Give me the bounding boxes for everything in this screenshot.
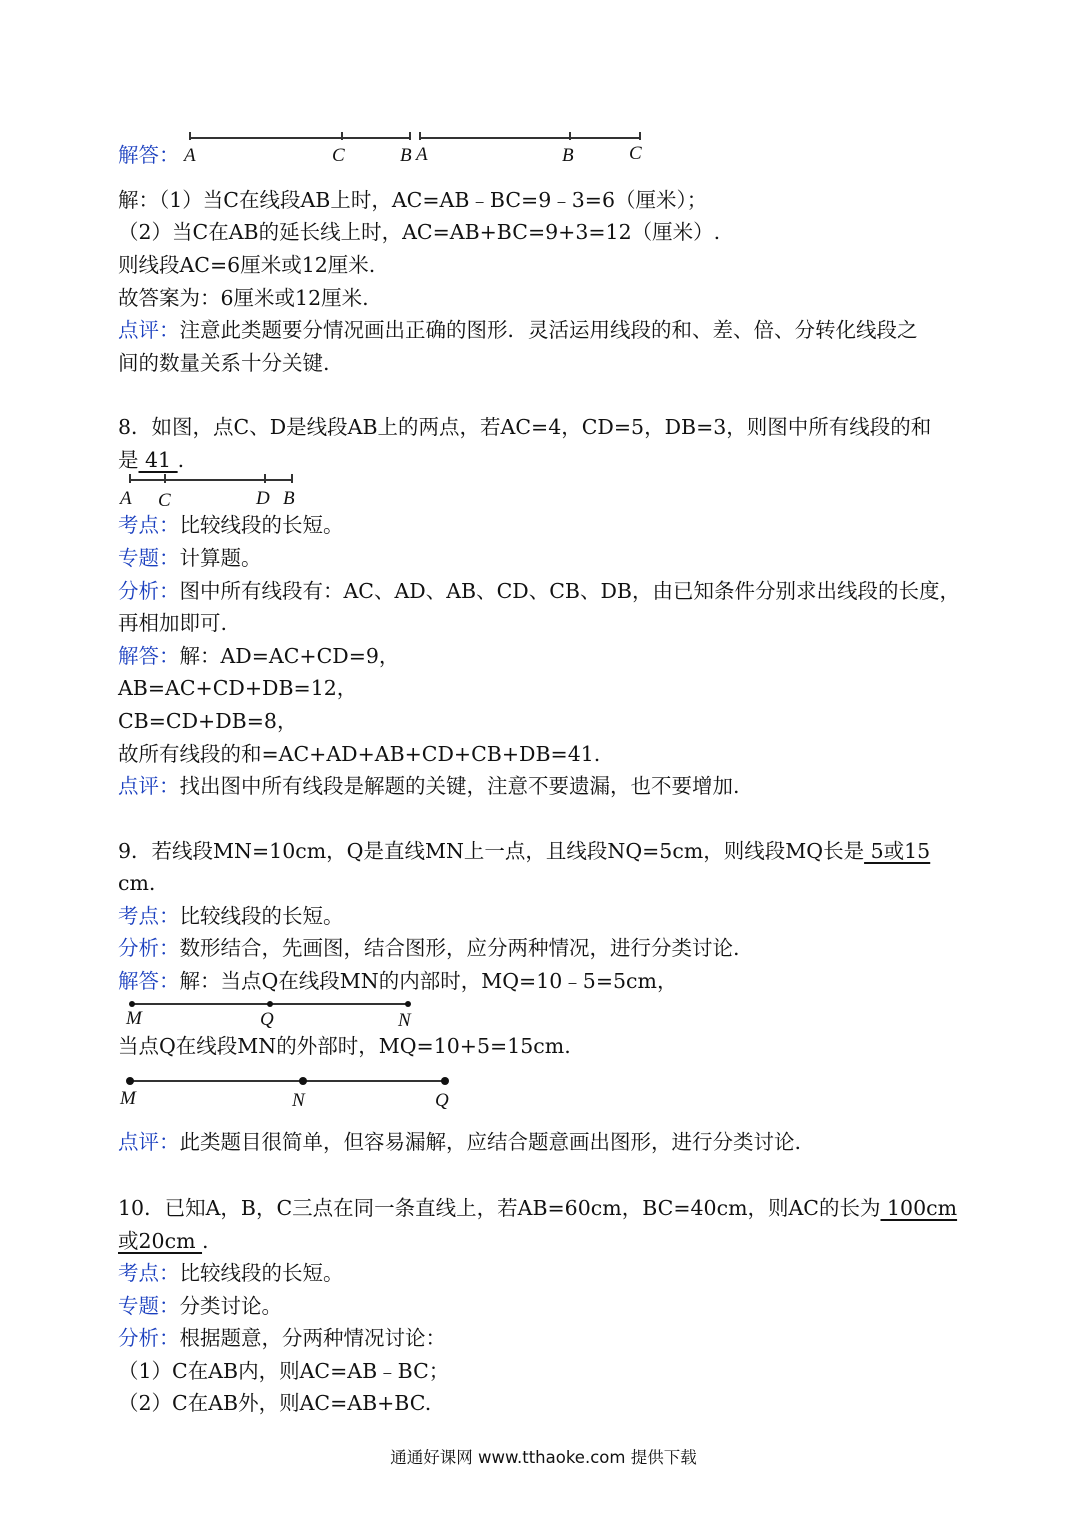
point-label: M xyxy=(126,1008,142,1029)
p10-fenxi xyxy=(118,1323,446,1353)
p8-fenxi-2: 再相加即可. xyxy=(118,611,228,635)
p10-question-line-2 xyxy=(118,1226,209,1256)
point-label: Q xyxy=(435,1090,449,1111)
p7-review-line-2: 间的数量关系十分关键. xyxy=(118,351,330,375)
point-label: C xyxy=(332,145,345,166)
review-text: 注意此类题要分情况画出正确的图形．灵活运用线段的和、差、倍、分转化线段之 xyxy=(179,318,918,342)
zhuanti-text: 计算题。 xyxy=(179,546,262,570)
p8-jieda-4: 故所有线段的和=AC+AD+AB+CD+CB+DB=41. xyxy=(118,742,601,766)
question-text: 9．若线段MN=10cm，Q是直线MN上一点，且线段NQ=5cm，则线段MQ长是 xyxy=(118,839,865,863)
jieda-label: 解答： xyxy=(118,969,180,993)
point-label: C xyxy=(629,143,642,164)
review-label: 点评： xyxy=(118,1130,180,1154)
p7-line-1: 解：（1）当C在线段AB上时，AC=AB﹣BC=9﹣3=6（厘米）； xyxy=(118,188,708,212)
p8-jieda-2: AB=AC+CD+DB=12， xyxy=(118,676,358,700)
p7-line-2: （2）当C在AB的延长线上时，AC=AB+BC=9+3=12（厘米）. xyxy=(118,220,721,244)
p7-figure-2 xyxy=(412,128,652,168)
answer-blank: 100cm xyxy=(880,1196,958,1220)
p9-fenxi xyxy=(118,933,740,963)
page-footer: 通通好课网 www.tthaoke.com 提供下载 xyxy=(390,1448,697,1467)
p8-fenxi-1 xyxy=(118,576,960,606)
review-text: 此类题目很简单，但容易漏解，应结合题意画出图形，进行分类讨论. xyxy=(179,1130,802,1154)
p8-figure xyxy=(120,470,310,510)
answer-blank: 41 xyxy=(138,448,178,472)
zhuanti-label: 专题： xyxy=(118,546,180,570)
jieda-label: 解答： xyxy=(118,644,180,668)
p10-case-1: （1）C在AB内，则AC=AB﹣BC； xyxy=(118,1359,450,1383)
p9-question-line-1 xyxy=(118,836,930,866)
fenxi-label: 分析： xyxy=(118,1326,180,1350)
fenxi-text: 数形结合，先画图，结合图形，应分两种情况，进行分类讨论. xyxy=(179,936,740,960)
jieda-text: 解：AD=AC+CD=9， xyxy=(179,644,400,668)
p10-kaodian xyxy=(118,1258,344,1288)
p9-jieda xyxy=(118,966,677,996)
question-text: . xyxy=(202,1229,209,1253)
kaodian-text: 比较线段的长短。 xyxy=(179,1261,344,1285)
jieda-text: 解：当点Q在线段MN的内部时，MQ=10﹣5=5cm， xyxy=(179,969,678,993)
point-label: Q xyxy=(260,1009,274,1030)
p9-figure-1 xyxy=(124,996,424,1032)
p9-question-line-2: cm. xyxy=(118,871,156,895)
zhuanti-label: 专题： xyxy=(118,1294,180,1318)
p7-line-3: 则线段AC=6厘米或12厘米. xyxy=(118,253,376,277)
point-label: N xyxy=(398,1010,411,1031)
point-label: N xyxy=(292,1090,305,1111)
fenxi-text: 根据题意，分两种情况讨论： xyxy=(179,1326,446,1350)
p7-line-4: 故答案为：6厘米或12厘米. xyxy=(118,286,369,310)
p8-jieda-3: CB=CD+DB=8， xyxy=(118,709,298,733)
p10-question-line-1 xyxy=(118,1193,957,1223)
p7-review-line-1 xyxy=(118,315,918,345)
p8-kaodian xyxy=(118,510,344,540)
fenxi-label: 分析： xyxy=(118,936,180,960)
point-label: C xyxy=(158,490,171,511)
answer-blank: 或20cm xyxy=(118,1229,203,1253)
p9-figure-2 xyxy=(122,1072,462,1112)
question-text: 10．已知A，B，C三点在同一条直线上，若AB=60cm，BC=40cm，则AC的长为 xyxy=(118,1196,881,1220)
p9-kaodian xyxy=(118,901,344,931)
question-text: 是 xyxy=(118,448,139,472)
point-label: M xyxy=(120,1088,136,1109)
p8-review xyxy=(118,771,740,801)
point-label: A xyxy=(120,488,132,509)
kaodian-label: 考点： xyxy=(118,513,180,537)
point-label: A xyxy=(416,144,428,165)
review-text: 找出图中所有线段是解题的关键，注意不要遗漏，也不要增加. xyxy=(179,774,740,798)
p8-question-line-1: 8．如图，点C、D是线段AB上的两点，若AC=4，CD=5，DB=3，则图中所有线段的和 xyxy=(118,415,932,439)
answer-label: 解答： xyxy=(118,143,180,167)
kaodian-text: 比较线段的长短。 xyxy=(179,513,344,537)
fenxi-label: 分析： xyxy=(118,579,180,603)
zhuanti-text: 分类讨论。 xyxy=(179,1294,282,1318)
question-text: . xyxy=(177,448,185,472)
p9-case-2: 当点Q在线段MN的外部时，MQ=10+5=15cm. xyxy=(118,1034,571,1058)
kaodian-label: 考点： xyxy=(118,1261,180,1285)
p8-jieda-1 xyxy=(118,641,399,671)
review-label: 点评： xyxy=(118,774,180,798)
review-label: 点评： xyxy=(118,318,180,342)
fenxi-text: 图中所有线段有：AC、AD、AB、CD、CB、DB，由已知条件分别求出线段的长度， xyxy=(179,579,960,603)
point-label: A xyxy=(184,145,196,166)
p7-answer-line xyxy=(118,140,180,170)
point-label: B xyxy=(283,488,295,509)
kaodian-label: 考点： xyxy=(118,904,180,928)
point-label: D xyxy=(256,488,270,509)
p7-figure-1 xyxy=(180,128,420,168)
p10-zhuanti xyxy=(118,1291,282,1321)
p8-zhuanti xyxy=(118,543,262,573)
point-label: B xyxy=(400,145,412,166)
p9-review xyxy=(118,1127,801,1157)
answer-blank: 5或15 xyxy=(864,839,931,863)
kaodian-text: 比较线段的长短。 xyxy=(179,904,344,928)
p10-case-2: （2）C在AB外，则AC=AB+BC. xyxy=(118,1391,432,1415)
point-label: B xyxy=(562,145,574,166)
